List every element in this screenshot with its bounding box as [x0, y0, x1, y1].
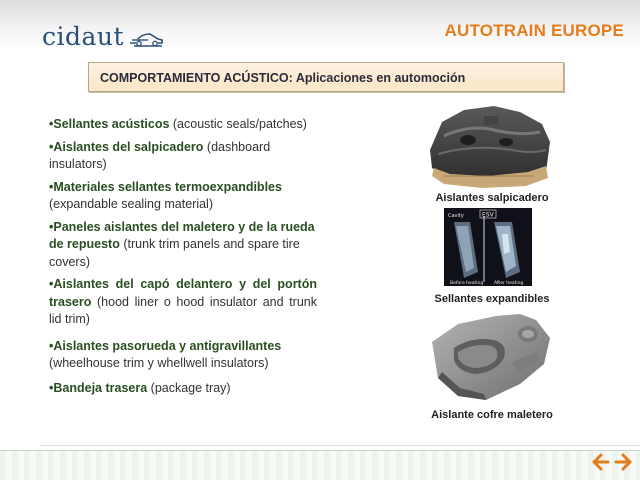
list-item — [49, 276, 317, 329]
after-heating-label: After heating — [494, 281, 524, 286]
list-item-spanish: •Aislantes del salpicadero — [49, 139, 204, 154]
list-item-spanish: •Paneles aislantes del maletero y de la rueda de repuesto — [49, 219, 315, 251]
list-item-spanish: •Aislantes del capó delantero y del portón trasero — [49, 277, 317, 309]
list-item — [49, 219, 317, 272]
list-item — [49, 139, 317, 174]
section-title: COMPORTAMIENTO ACÚSTICO: Aplicaciones en automoción — [88, 62, 564, 92]
expandable-sealant-image — [444, 208, 532, 286]
list-item-english: (hood liner o hood insulator and trunk lid trim) — [49, 294, 317, 326]
esv-label: ESV — [482, 211, 494, 219]
list-item-spanish: •Sellantes acústicos — [49, 117, 170, 131]
bullet-list — [49, 116, 317, 402]
page-title: AUTOTRAIN EUROPE — [444, 21, 624, 40]
list-item-english: (acoustic seals/patches) — [169, 117, 307, 131]
dashboard-insulator-image — [424, 102, 554, 188]
arrow-left-icon[interactable] — [591, 452, 611, 472]
dashboard-insulator-caption: Aislantes salpicadero — [435, 192, 549, 204]
before-heating-label: Before heating — [450, 281, 484, 286]
list-item — [49, 116, 317, 134]
list-item — [49, 380, 317, 398]
car-outline-icon — [128, 31, 164, 47]
trunk-insulator-caption: Aislante cofre maletero — [431, 409, 553, 421]
list-item — [49, 338, 317, 373]
cidaut-logo — [42, 20, 164, 50]
list-item-spanish: •Bandeja trasera — [49, 380, 148, 395]
expandable-sealant-caption: Sellantes expandibles — [434, 293, 550, 305]
list-item-english: (dashboard insulators) — [49, 139, 271, 171]
cavity-label: Cavity — [448, 213, 464, 219]
arrow-right-icon[interactable] — [613, 452, 633, 472]
list-item-spanish: •Aislantes pasorueda y antigravillantes — [49, 338, 282, 353]
list-item-english: (package tray) — [147, 380, 231, 395]
list-item-english: (expandable sealing material) — [49, 197, 213, 211]
trunk-insulator-image — [424, 312, 554, 402]
list-item — [49, 179, 317, 214]
list-item-english: (trunk trim panels and spare tire covers) — [49, 237, 300, 269]
footer-bar — [0, 450, 640, 480]
footer-divider — [40, 445, 640, 446]
list-item-english: (wheelhouse trim y whellwell insulators) — [49, 356, 269, 370]
logo-text: cidaut — [42, 22, 125, 51]
list-item-spanish: •Materiales sellantes termoexpandibles — [49, 179, 282, 194]
